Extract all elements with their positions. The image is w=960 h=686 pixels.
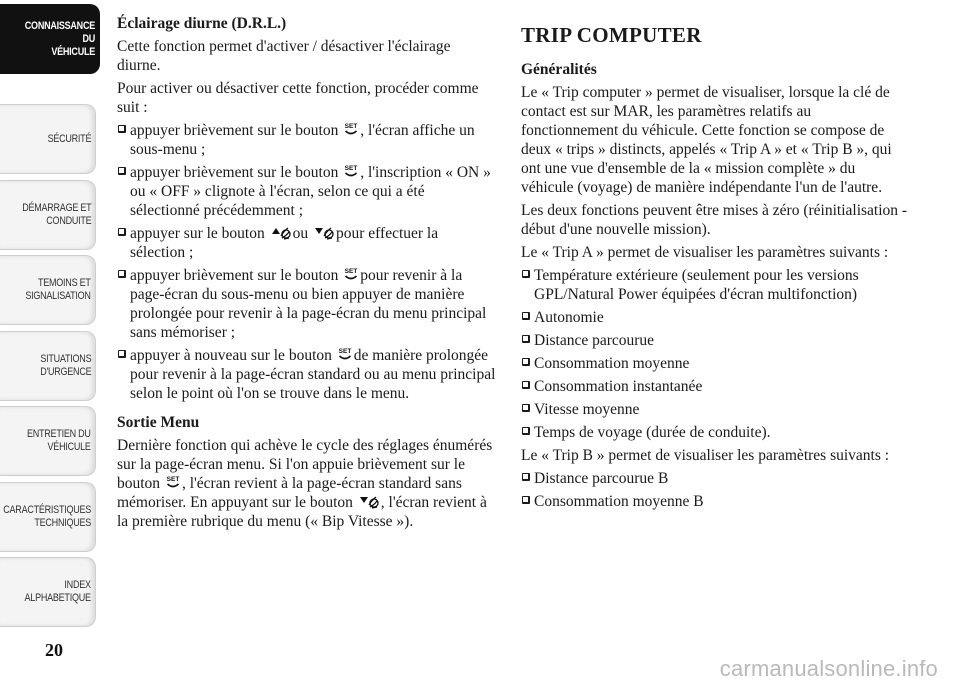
right-column <box>521 14 911 515</box>
drl-steps-list <box>117 121 497 403</box>
list-item: Distance parcourue <box>521 331 911 350</box>
set-button-icon <box>344 121 358 137</box>
list-item: appuyer à nouveau sur le bouton de manière prolongée pour revenir à la page-écran standard ou au menu principal selon le point où l'on se trouve dans le menu. <box>117 346 497 403</box>
page-number: 20 <box>45 640 63 660</box>
trip-a-intro: Le « Trip A » permet de visualiser les paramètres suivants : <box>521 244 889 261</box>
list-item: Consommation moyenne B <box>521 492 911 511</box>
trip-intro-paragraph: Le « Trip computer » permet de visualiser, lorsque la clé de contact est sur MAR, les paramètres relatifs au fonctionnement du véhicule. Cette fonction se compose de deux « trips » distincts, appelés « Trip A » et « Trip B », qui ont une vue d'ensemble de la « mission complète » du véhicule (voyage) de manière indépendante l'un de l'autre. <box>521 84 892 196</box>
down-arrow-button-icon <box>314 224 334 240</box>
list-item: Autonomie <box>521 308 911 327</box>
tab-demarrage-et-conduite[interactable]: DÉMARRAGE ET CONDUITE <box>0 180 96 250</box>
watermark: carmanualsonline.info <box>719 656 938 681</box>
trip-b-intro: Le « Trip B » permet de visualiser les paramètres suivants : <box>521 447 890 464</box>
drl-intro-1: Cette fonction permet d'activer / désactiver l'éclairage diurne. <box>117 38 451 74</box>
list-item: appuyer brièvement sur le bouton , l'inscription « ON » ou « OFF » clignote à l'écran, selon ce qui a été sélectionné précédemment ; <box>117 163 497 220</box>
sortie-menu-paragraph: Dernière fonction qui achève le cycle des réglages énumérés sur la page-écran menu. Si l'on appuie brièvement sur le bouton , l'écran revient à la page-écran standard sans mémoriser. En appuyant sur le bouton , l'écran revient à la première rubrique du menu (« Bip Vitesse »). <box>117 437 493 530</box>
list-item: Consommation instantanée <box>521 377 911 396</box>
section-title-trip-computer: TRIP COMPUTER <box>521 23 702 47</box>
set-button-icon <box>338 346 352 362</box>
tab-securite[interactable]: SÉCURITÉ <box>0 104 96 174</box>
list-item: appuyer sur le bouton ou pour effectuer la sélection ; <box>117 224 497 262</box>
up-arrow-button-icon <box>271 224 291 240</box>
left-column <box>117 14 497 535</box>
list-item: Vitesse moyenne <box>521 400 911 419</box>
tab-caracteristiques-techniques[interactable]: CARACTÉRISTIQUES TECHNIQUES <box>0 482 96 552</box>
set-button-icon <box>166 474 180 490</box>
tab-index-alphabetique[interactable]: INDEX ALPHABETIQUE <box>0 557 96 627</box>
down-arrow-button-icon <box>359 493 379 509</box>
list-item: appuyer brièvement sur le bouton , l'écran affiche un sous-menu ; <box>117 121 497 159</box>
tab-temoins-et-signalisation[interactable]: TEMOINS ET SIGNALISATION <box>0 255 96 325</box>
trip-b-list <box>521 469 911 511</box>
list-item: appuyer brièvement sur le bouton pour revenir à la page-écran du sous-menu ou bien appuyer de manière prolongée pour revenir à la page-écran du menu principal sans mémoriser ; <box>117 266 497 342</box>
trip-reset-paragraph: Les deux fonctions peuvent être mises à zéro (réinitialisation - début d'une nouvelle mission). <box>521 202 908 238</box>
list-item: Distance parcourue B <box>521 469 911 488</box>
subsection-heading-generalites: Généralités <box>521 61 597 78</box>
set-button-icon <box>344 163 358 179</box>
trip-a-list <box>521 266 911 442</box>
tab-connaissance-du-vehicule[interactable]: CONNAISSANCE DU VÉHICULE <box>0 4 100 74</box>
list-item: Temps de voyage (durée de conduite). <box>521 423 911 442</box>
section-heading-sortie-menu: Sortie Menu <box>117 414 200 431</box>
list-item: Température extérieure (seulement pour les versions GPL/Natural Power équipées d'écran multifonction) <box>521 266 911 304</box>
tab-situations-d-urgence[interactable]: SITUATIONS D'URGENCE <box>0 331 96 401</box>
section-heading-drl: Éclairage diurne (D.R.L.) <box>117 15 287 32</box>
tab-entretien-du-vehicule[interactable]: ENTRETIEN DU VÉHICULE <box>0 406 96 476</box>
list-item: Consommation moyenne <box>521 354 911 373</box>
set-button-icon <box>344 266 358 282</box>
drl-intro-2: Pour activer ou désactiver cette fonction, procéder comme suit : <box>117 80 479 116</box>
